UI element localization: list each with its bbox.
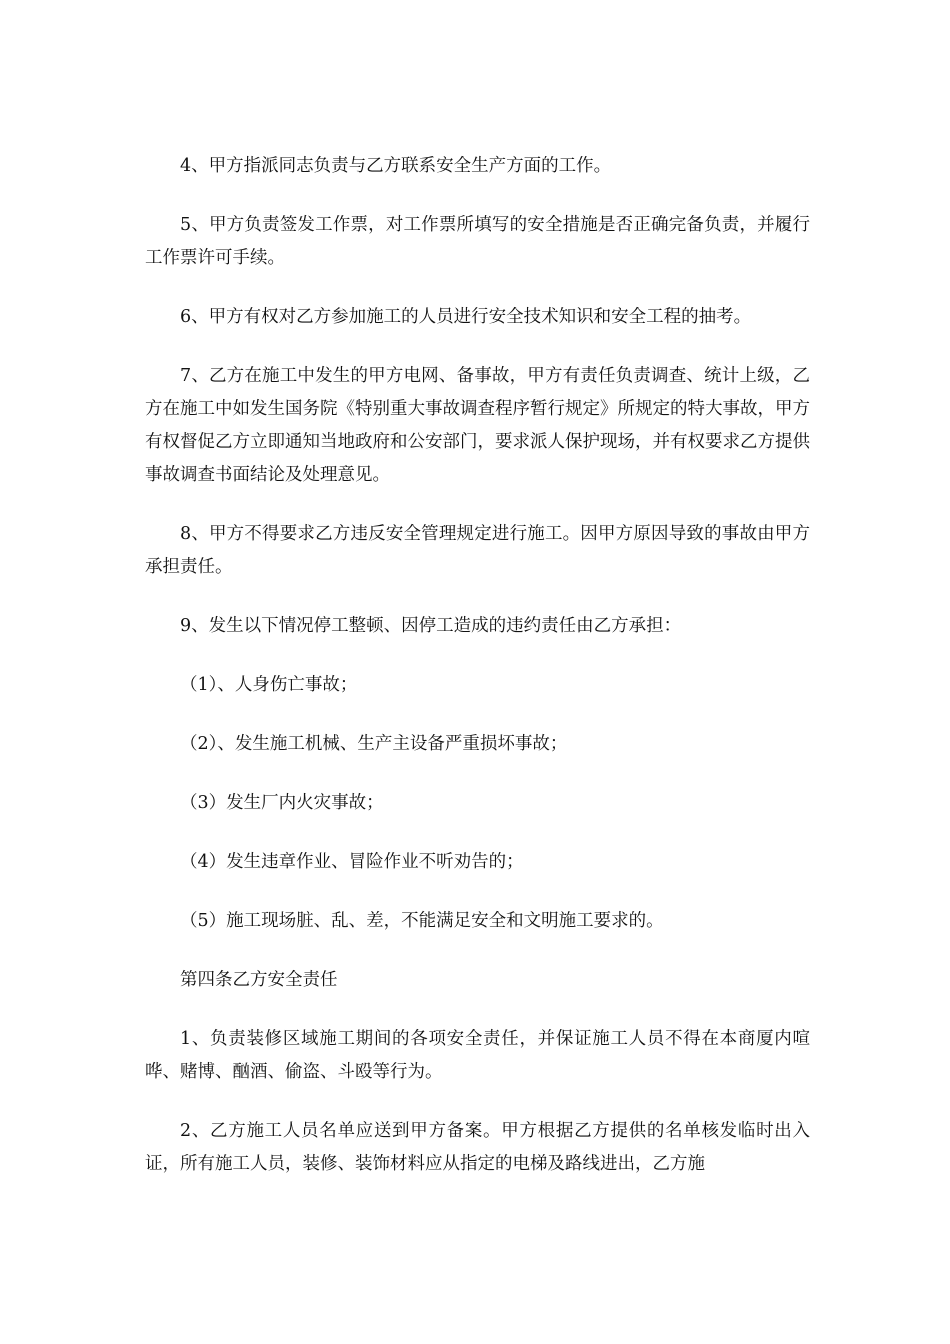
list-item-2: （2）、发生施工机械、生产主设备严重损坏事故；	[180, 734, 568, 754]
list-item-4: （4）发生违章作业、冒险作业不听劝告的；	[180, 852, 524, 872]
paragraph-clause-9: 9、发生以下情况停工整顿、因停工造成的违约责任由乙方承担：	[180, 616, 682, 636]
list-item-5: （5）施工现场脏、乱、差，不能满足安全和文明施工要求的。	[180, 911, 664, 931]
list-item-3: （3）发生厂内火灾事故；	[180, 793, 384, 813]
paragraph-party-b-1: 1、负责装修区域施工期间的各项安全责任，并保证施工人员不得在本商厦内喧哗、赌博、酗酒、偷盗、斗殴等行为。	[145, 1029, 810, 1082]
document-body	[145, 150, 810, 1207]
paragraph-clause-5: 5、甲方负责签发工作票，对工作票所填写的安全措施是否正确完备负责，并履行工作票许可手续。	[145, 215, 810, 268]
list-item-1: （1）、人身伤亡事故；	[180, 675, 358, 695]
paragraph-clause-6: 6、甲方有权对乙方参加施工的人员进行安全技术知识和安全工程的抽考。	[180, 307, 752, 327]
paragraph-clause-8: 8、甲方不得要求乙方违反安全管理规定进行施工。因甲方原因导致的事故由甲方承担责任。	[145, 524, 810, 577]
paragraph-clause-4: 4、甲方指派同志负责与乙方联系安全生产方面的工作。	[180, 156, 612, 176]
section-heading: 第四条乙方安全责任	[180, 970, 338, 990]
paragraph-clause-7: 7、乙方在施工中发生的甲方电网、备事故，甲方有责任负责调查、统计上级，乙方在施工中如发生国务院《特别重大事故调查程序暂行规定》所规定的特大事故，甲方有权督促乙方立即通知当地政府和公安部门，要求派人保护现场，并有权要求乙方提供事故调查书面结论及处理意见。	[145, 366, 810, 485]
paragraph-party-b-2: 2、乙方施工人员名单应送到甲方备案。甲方根据乙方提供的名单核发临时出入证，所有施工人员，装修、装饰材料应从指定的电梯及路线进出，乙方施	[145, 1121, 810, 1174]
